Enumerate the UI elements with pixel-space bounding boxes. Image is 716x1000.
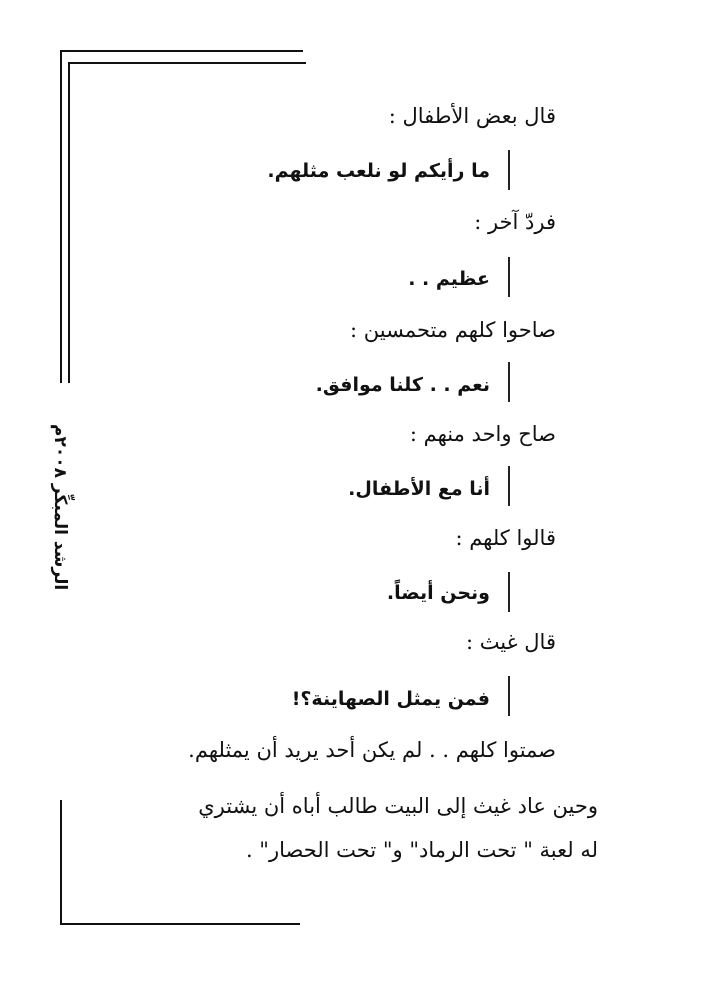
quote-bar-1 — [508, 150, 510, 190]
quote-bar-2 — [508, 257, 510, 297]
frame-line-top-outer — [60, 50, 303, 52]
frame-line-bottom-horizontal — [60, 923, 300, 925]
quote-line-4: أنا مع الأطفال. — [348, 478, 490, 500]
speaker-line-3: صاحوا كلهم متحمسين : — [350, 318, 556, 342]
quote-line-1: ما رأيكم لو نلعب مثلهم. — [267, 160, 490, 182]
speaker-line-5: قالوا كلهم : — [455, 526, 556, 550]
speaker-line-4: صاح واحد منهم : — [409, 422, 556, 446]
side-caption: الرشد المبكِّر ٢٠٠٨م — [50, 423, 70, 590]
quote-line-3: نعم . . كلنا موافق. — [315, 374, 490, 396]
closing-line: صمتوا كلهم . . لم يكن أحد يريد أن يمثلهم. — [188, 738, 556, 762]
speaker-line-6: قال غيث : — [465, 630, 556, 654]
quote-bar-3 — [508, 362, 510, 402]
frame-line-left-outer — [60, 50, 62, 383]
frame-line-bottom-vertical — [60, 800, 62, 925]
frame-line-top-inner — [68, 62, 306, 64]
speaker-line-1: قال بعض الأطفال : — [388, 104, 556, 128]
quote-line-5: ونحن أيضاً. — [386, 582, 490, 604]
frame-line-left-inner — [68, 62, 70, 383]
quote-bar-5 — [508, 572, 510, 612]
speaker-line-2: فردّ آخر : — [474, 210, 556, 234]
quote-bar-6 — [508, 676, 510, 716]
quote-line-6: فمن يمثل الصهاينة؟! — [291, 688, 490, 710]
quote-line-2: عظيم . . — [408, 268, 490, 290]
quote-bar-4 — [508, 466, 510, 506]
final-paragraph-line-1: وحين عاد غيث إلى البيت طالب أباه أن يشتري — [198, 794, 598, 818]
final-paragraph-line-2: له لعبة " تحت الرماد" و" تحت الحصار" . — [245, 838, 598, 862]
